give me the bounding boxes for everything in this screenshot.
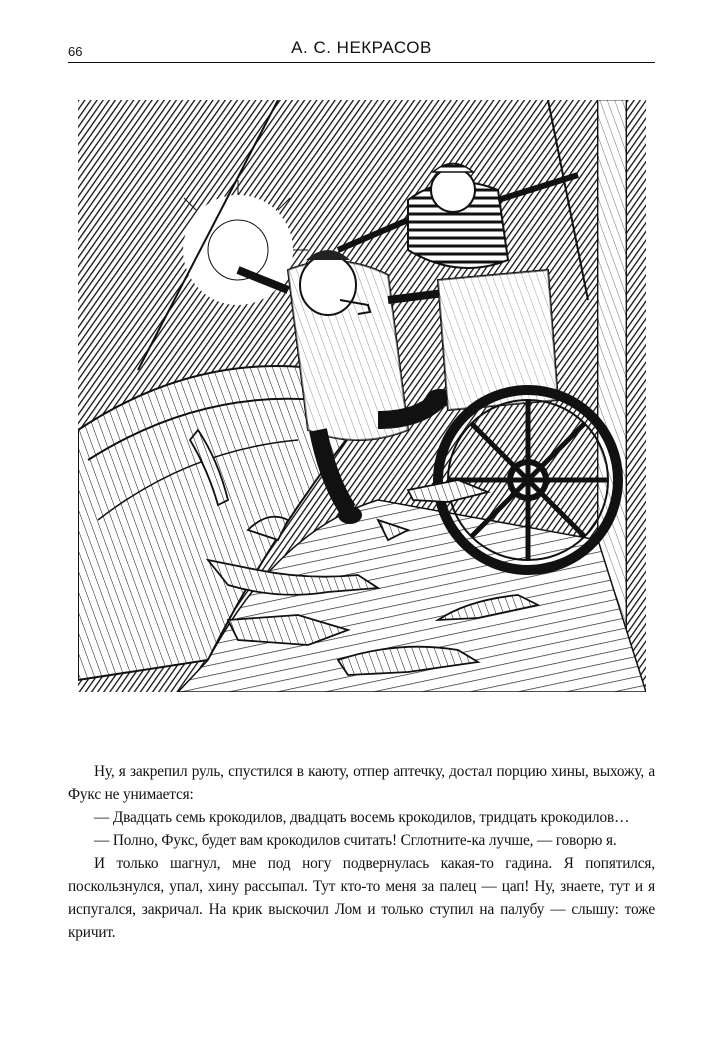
paragraph: — Двадцать семь крокодилов, двадцать восемь крокодилов, тридцать крокодилов… (94, 809, 630, 826)
paragraph: Ну, я закрепил руль, спустился в каюту, отпер аптечку, достал порцию хины, выхожу, а Фукс не унимается: (68, 763, 655, 803)
paragraph: И только шагнул, мне под ногу подвернулась какая-то гадина. Я попятился, поскользнулся, упал, хину рассыпал. Тут кто-то меня за палец — цап! Ну, знаете, тут и я испугался, закричал. На крик выскочил Лом и только ступил на палубу — слышу: тоже кричит. (68, 855, 655, 941)
body-text (68, 760, 655, 944)
paragraph: — Полно, Фукс, будет вам крокодилов считать! Сглотните-ка лучше, — говорю я. (94, 832, 617, 849)
crocodiles-on-ship-deck-illustration (78, 100, 646, 692)
page-header (68, 38, 655, 63)
running-title: А. С. НЕКРАСОВ (291, 38, 432, 57)
page-number: 66 (68, 44, 83, 59)
